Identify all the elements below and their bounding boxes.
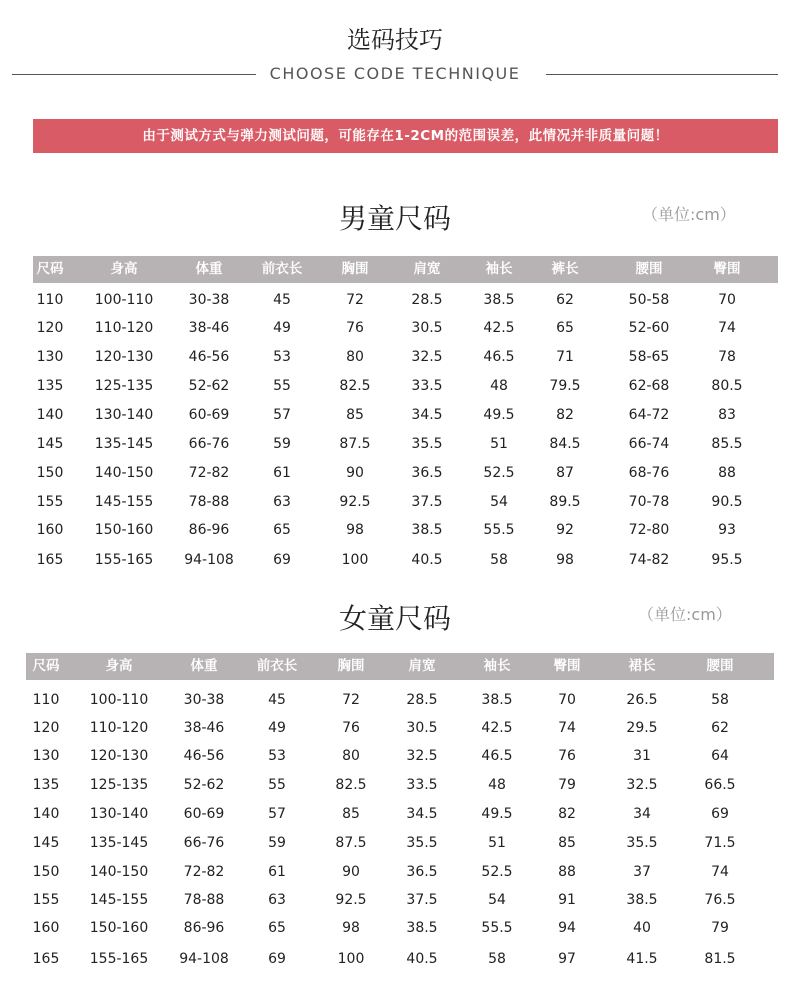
table-cell: 55.5: [481, 920, 513, 936]
table-cell: 88: [718, 465, 736, 481]
column-header: 胸围: [341, 261, 369, 277]
table-cell: 57: [273, 407, 291, 423]
table-cell: 30.5: [406, 720, 438, 736]
table-cell: 58: [711, 692, 729, 708]
table-cell: 70: [718, 292, 736, 308]
table-cell: 80: [346, 349, 364, 365]
column-header: 胸围: [337, 658, 365, 674]
table-cell: 150-160: [89, 920, 149, 936]
table-cell: 120-130: [94, 349, 154, 365]
boys-section-title: 男童尺码: [338, 202, 451, 235]
table-cell: 110-120: [94, 320, 154, 336]
table-cell: 145-155: [89, 892, 149, 908]
table-cell: 100-110: [89, 692, 149, 708]
table-cell: 49: [273, 320, 291, 336]
table-cell: 30.5: [411, 320, 443, 336]
column-header: 袖长: [485, 261, 513, 277]
table-cell: 92.5: [335, 892, 367, 908]
table-cell: 52.5: [483, 465, 515, 481]
table-cell: 110: [36, 292, 64, 308]
notice-banner: 由于测试方式与弹力测试问题，可能存在1-2CM的范围误差，此情况并非质量问题！: [33, 119, 778, 153]
table-cell: 85: [558, 835, 576, 851]
table-cell: 42.5: [483, 320, 515, 336]
table-cell: 130: [36, 349, 64, 365]
girls-section-title: 女童尺码: [338, 602, 451, 635]
column-header: 肩宽: [408, 658, 436, 674]
table-cell: 68-76: [628, 465, 670, 481]
table-cell: 150-160: [94, 522, 154, 538]
column-header: 裤长: [551, 261, 579, 277]
table-cell: 33.5: [406, 777, 438, 793]
table-cell: 53: [273, 349, 291, 365]
table-cell: 90: [346, 465, 364, 481]
table-cell: 83: [718, 407, 736, 423]
table-cell: 45: [273, 292, 291, 308]
table-cell: 76: [346, 320, 364, 336]
table-cell: 34.5: [406, 806, 438, 822]
table-cell: 120-130: [89, 748, 149, 764]
table-cell: 87.5: [339, 436, 371, 452]
table-cell: 49: [268, 720, 286, 736]
table-cell: 86-96: [188, 522, 230, 538]
table-cell: 85.5: [711, 436, 743, 452]
table-cell: 40: [633, 920, 651, 936]
boys-unit-label: （单位:cm）: [642, 205, 736, 224]
table-cell: 135: [32, 777, 60, 793]
table-cell: 38.5: [481, 692, 513, 708]
table-cell: 70: [558, 692, 576, 708]
table-cell: 38-46: [188, 320, 230, 336]
column-header: 尺码: [36, 261, 64, 277]
table-cell: 100: [341, 552, 369, 568]
table-cell: 94: [558, 920, 576, 936]
table-cell: 31: [633, 748, 651, 764]
table-cell: 70-78: [628, 494, 670, 510]
table-cell: 41.5: [626, 951, 658, 967]
table-cell: 100: [337, 951, 365, 967]
table-cell: 74: [558, 720, 576, 736]
table-cell: 49.5: [483, 407, 515, 423]
table-cell: 110-120: [89, 720, 149, 736]
table-cell: 30-38: [188, 292, 230, 308]
table-cell: 94-108: [179, 951, 229, 967]
page-subtitle: CHOOSE CODE TECHNIQUE: [269, 64, 521, 83]
table-cell: 81.5: [704, 951, 736, 967]
table-cell: 82.5: [335, 777, 367, 793]
table-cell: 140: [32, 806, 60, 822]
table-cell: 32.5: [406, 748, 438, 764]
table-cell: 82.5: [339, 378, 371, 394]
table-cell: 135-145: [94, 436, 154, 452]
table-cell: 98: [346, 522, 364, 538]
table-cell: 135-145: [89, 835, 149, 851]
table-cell: 82: [558, 806, 576, 822]
table-cell: 52-60: [628, 320, 670, 336]
column-header: 前衣长: [256, 658, 298, 674]
table-cell: 74-82: [628, 552, 670, 568]
table-cell: 89.5: [549, 494, 581, 510]
table-cell: 52-62: [188, 378, 230, 394]
table-cell: 86-96: [183, 920, 225, 936]
table-cell: 51: [488, 835, 506, 851]
table-cell: 36.5: [406, 864, 438, 880]
table-cell: 92.5: [339, 494, 371, 510]
table-cell: 74: [718, 320, 736, 336]
table-cell: 40.5: [411, 552, 443, 568]
table-cell: 58: [488, 951, 506, 967]
column-header: 体重: [195, 261, 223, 277]
column-header: 臀围: [713, 261, 741, 277]
table-cell: 125-135: [89, 777, 149, 793]
table-cell: 38.5: [411, 522, 443, 538]
table-cell: 130-140: [94, 407, 154, 423]
table-cell: 160: [32, 920, 60, 936]
table-cell: 110: [32, 692, 60, 708]
table-cell: 88: [558, 864, 576, 880]
table-cell: 35.5: [411, 436, 443, 452]
table-cell: 145: [32, 835, 60, 851]
table-cell: 32.5: [626, 777, 658, 793]
table-cell: 38.5: [483, 292, 515, 308]
table-cell: 37.5: [411, 494, 443, 510]
table-cell: 51: [490, 436, 508, 452]
title-rule-right: [546, 74, 778, 75]
column-header: 臀围: [553, 658, 581, 674]
table-cell: 76: [558, 748, 576, 764]
table-cell: 35.5: [626, 835, 658, 851]
table-cell: 100-110: [94, 292, 154, 308]
table-cell: 93: [718, 522, 736, 538]
table-cell: 84.5: [549, 436, 581, 452]
table-cell: 65: [268, 920, 286, 936]
table-cell: 46-56: [183, 748, 225, 764]
table-cell: 71: [556, 349, 574, 365]
table-cell: 38.5: [626, 892, 658, 908]
table-cell: 38-46: [183, 720, 225, 736]
table-cell: 165: [32, 951, 60, 967]
table-cell: 79.5: [549, 378, 581, 394]
table-cell: 140: [36, 407, 64, 423]
table-cell: 85: [342, 806, 360, 822]
table-cell: 69: [273, 552, 291, 568]
table-cell: 135: [36, 378, 64, 394]
table-cell: 165: [36, 552, 64, 568]
table-cell: 54: [490, 494, 508, 510]
table-cell: 46-56: [188, 349, 230, 365]
table-cell: 94-108: [184, 552, 234, 568]
column-header: 肩宽: [413, 261, 441, 277]
column-header: 裙长: [628, 658, 656, 674]
table-cell: 28.5: [411, 292, 443, 308]
table-cell: 72-82: [188, 465, 230, 481]
table-cell: 66-76: [188, 436, 230, 452]
table-cell: 63: [268, 892, 286, 908]
table-cell: 95.5: [711, 552, 743, 568]
table-cell: 130-140: [89, 806, 149, 822]
table-cell: 66.5: [704, 777, 736, 793]
table-cell: 37: [633, 864, 651, 880]
table-cell: 54: [488, 892, 506, 908]
table-cell: 63: [273, 494, 291, 510]
table-cell: 140-150: [94, 465, 154, 481]
table-cell: 61: [268, 864, 286, 880]
page-title: 选码技巧: [347, 26, 443, 54]
table-cell: 55: [268, 777, 286, 793]
table-cell: 58-65: [628, 349, 670, 365]
table-cell: 55: [273, 378, 291, 394]
table-cell: 92: [556, 522, 574, 538]
table-cell: 34: [633, 806, 651, 822]
column-header: 尺码: [32, 658, 60, 674]
table-cell: 65: [556, 320, 574, 336]
table-cell: 76.5: [704, 892, 736, 908]
table-cell: 52.5: [481, 864, 513, 880]
table-cell: 71.5: [704, 835, 736, 851]
table-cell: 91: [558, 892, 576, 908]
table-cell: 97: [558, 951, 576, 967]
table-cell: 64-72: [628, 407, 670, 423]
table-cell: 72: [346, 292, 364, 308]
table-cell: 155: [36, 494, 64, 510]
column-header: 身高: [110, 261, 138, 277]
table-cell: 62-68: [628, 378, 670, 394]
table-cell: 145-155: [94, 494, 154, 510]
table-cell: 46.5: [483, 349, 515, 365]
column-header: 体重: [190, 658, 218, 674]
table-cell: 52-62: [183, 777, 225, 793]
table-cell: 87.5: [335, 835, 367, 851]
table-cell: 160: [36, 522, 64, 538]
table-cell: 72: [342, 692, 360, 708]
table-cell: 79: [711, 920, 729, 936]
table-cell: 72-82: [183, 864, 225, 880]
table-cell: 60-69: [188, 407, 230, 423]
table-cell: 45: [268, 692, 286, 708]
table-cell: 46.5: [481, 748, 513, 764]
table-cell: 90: [342, 864, 360, 880]
table-cell: 69: [711, 806, 729, 822]
table-cell: 125-135: [94, 378, 154, 394]
table-cell: 79: [558, 777, 576, 793]
table-cell: 130: [32, 748, 60, 764]
table-cell: 34.5: [411, 407, 443, 423]
table-cell: 98: [556, 552, 574, 568]
table-cell: 98: [342, 920, 360, 936]
table-cell: 61: [273, 465, 291, 481]
table-cell: 26.5: [626, 692, 658, 708]
table-cell: 29.5: [626, 720, 658, 736]
table-cell: 30-38: [183, 692, 225, 708]
column-header: 腰围: [635, 261, 663, 277]
table-cell: 58: [490, 552, 508, 568]
table-cell: 33.5: [411, 378, 443, 394]
table-cell: 74: [711, 864, 729, 880]
table-cell: 78-88: [183, 892, 225, 908]
table-cell: 90.5: [711, 494, 743, 510]
table-cell: 62: [556, 292, 574, 308]
table-cell: 62: [711, 720, 729, 736]
table-header: [33, 256, 778, 283]
table-cell: 37.5: [406, 892, 438, 908]
table-cell: 80.5: [711, 378, 743, 394]
table-cell: 50-58: [628, 292, 670, 308]
table-cell: 55.5: [483, 522, 515, 538]
table-cell: 78: [718, 349, 736, 365]
column-header: 腰围: [706, 658, 734, 674]
table-cell: 120: [36, 320, 64, 336]
table-cell: 38.5: [406, 920, 438, 936]
table-cell: 48: [488, 777, 506, 793]
table-cell: 155-165: [89, 951, 149, 967]
girls-unit-label: （单位:cm）: [638, 605, 732, 624]
table-cell: 150: [32, 864, 60, 880]
table-cell: 82: [556, 407, 574, 423]
table-cell: 72-80: [628, 522, 670, 538]
table-cell: 59: [273, 436, 291, 452]
table-cell: 120: [32, 720, 60, 736]
table-cell: 80: [342, 748, 360, 764]
table-cell: 66-74: [628, 436, 670, 452]
table-cell: 53: [268, 748, 286, 764]
table-cell: 35.5: [406, 835, 438, 851]
column-header: 前衣长: [261, 261, 303, 277]
table-cell: 59: [268, 835, 286, 851]
table-cell: 85: [346, 407, 364, 423]
table-cell: 145: [36, 436, 64, 452]
table-cell: 36.5: [411, 465, 443, 481]
table-cell: 140-150: [89, 864, 149, 880]
table-cell: 42.5: [481, 720, 513, 736]
table-header: [26, 653, 774, 680]
table-cell: 64: [711, 748, 729, 764]
table-cell: 78-88: [188, 494, 230, 510]
table-cell: 60-69: [183, 806, 225, 822]
table-cell: 76: [342, 720, 360, 736]
table-cell: 87: [556, 465, 574, 481]
table-cell: 150: [36, 465, 64, 481]
table-cell: 32.5: [411, 349, 443, 365]
table-cell: 40.5: [406, 951, 438, 967]
table-cell: 155: [32, 892, 60, 908]
table-cell: 65: [273, 522, 291, 538]
table-cell: 48: [490, 378, 508, 394]
table-cell: 69: [268, 951, 286, 967]
table-cell: 66-76: [183, 835, 225, 851]
table-cell: 57: [268, 806, 286, 822]
column-header: 身高: [105, 658, 133, 674]
table-cell: 49.5: [481, 806, 513, 822]
column-header: 袖长: [483, 658, 511, 674]
table-cell: 155-165: [94, 552, 154, 568]
table-cell: 28.5: [406, 692, 438, 708]
